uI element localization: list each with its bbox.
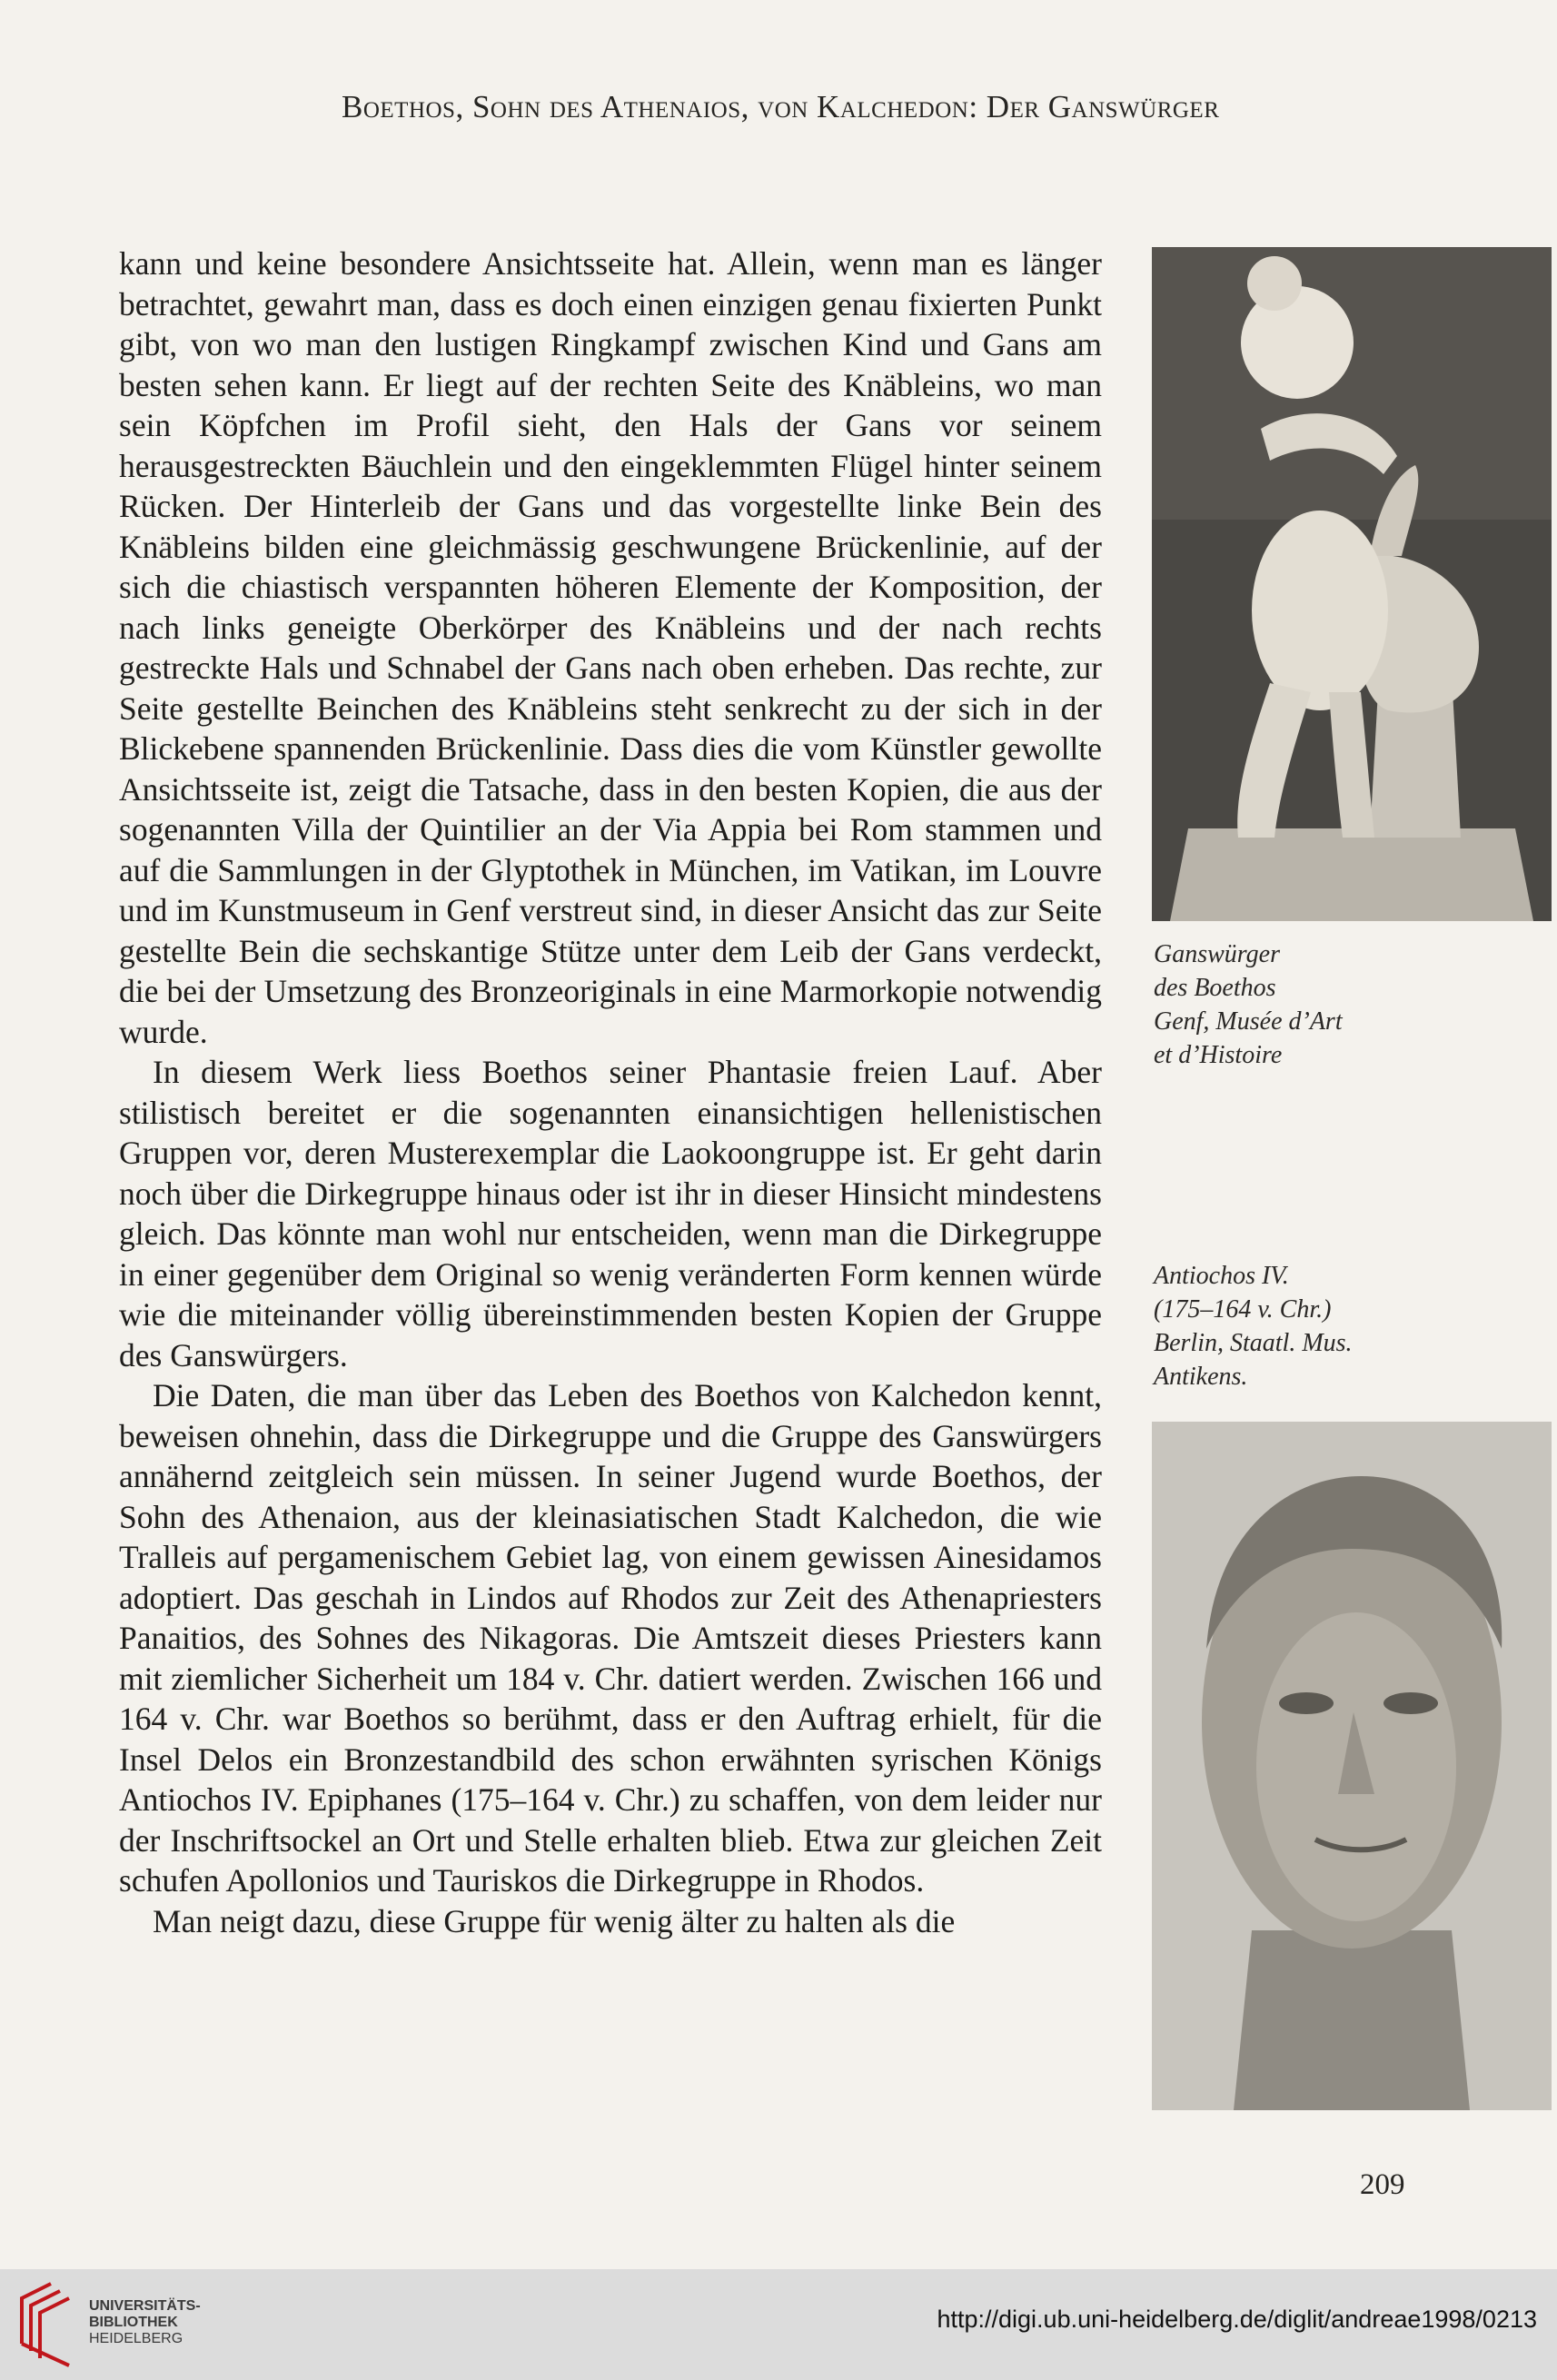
caption-line: des Boethos [1154,974,1276,1002]
caption-line: Antikens. [1154,1363,1248,1391]
library-name-line: HEIDELBERG [89,2331,183,2346]
ganswuerger-sculpture-photo [1152,247,1552,921]
paragraph-3: Die Daten, die man über das Leben des Boethos von Kalchedon kennt, beweisen ohnehin, dass die Dirkegruppe und die Gruppe des Ganswürgers annähernd zeitgleich sein müssen. In seiner Jugend wurde Boethos, der Sohn des Athenaion, aus der kleinasiatischen Stadt Kalchedon, die wie Tralleis auf pergamenischem Gebiet lag, von einem gewissen Ainesidamos adoptiert. Das geschah in Lindos auf Rhodos zur Zeit des Athenapriesters Panaitios, des Sohnes des Nikagoras. Die Amtszeit dieses Priesters kann mit ziemlicher Sicherheit um 184 v. Chr. datiert werden. Zwischen 166 und 164 v. Chr. war Boethos so berühmt, dass er den Auftrag erhielt, für die Insel Delos ein Bronzestandbild des schon erwähnten syrischen Königs Antiochos IV. Epiphanes (175–164 v. Chr.) zu schaffen, von dem leider nur der Inschriftsockel an Ort und Stelle erhalten blieb. Etwa zur gleichen Zeit schufen Apollonios und Tauriskos die Dirkegruppe in Rhodos. [119,1377,1102,1899]
caption-line: Genf, Musée d’Art [1154,1007,1343,1036]
caption-line: (175–164 v. Chr.) [1154,1295,1332,1324]
library-name [89,2298,201,2347]
caption-line: et d’Histoire [1154,1041,1283,1069]
figure-caption-ganswuerger [1154,937,1343,1072]
caption-line: Ganswürger [1154,940,1280,968]
figure-caption-antiochos [1154,1259,1353,1393]
paragraph-4: Man neigt dazu, diese Gruppe für wenig älter zu halten als die [153,1902,956,1939]
library-logo-icon [15,2280,78,2369]
library-name-line: BIBLIOTHEK [89,2315,178,2330]
body-text [119,243,1102,1941]
antiochos-head-photo [1152,1422,1552,2110]
paragraph-2: In diesem Werk liess Boethos seiner Phantasie freien Lauf. Aber stilistisch bereitet er die sogenannten einansichtigen hellenistischen Gruppen vor, deren Musterexemplar die Laokoongruppe ist. Er geht darin noch über die Dirkegruppe hinaus oder ist ihr in dieser Hinsicht mindestens gleich. Das könnte man wohl nur entscheiden, wenn man die Dirkegruppe in einer gegenüber dem Original so wenig veränderten Form kennen würde wie die miteinander völlig übereinstimmenden besten Kopien der Gruppe des Ganswürgers. [119,1054,1102,1373]
paragraph-1: kann und keine besondere Ansichtsseite hat. Allein, wenn man es länger betrachtet, gewahrt man, dass es doch einen einzigen genau fixierten Punkt gibt, von wo man den lustigen Ringkampf zwischen Kind und Gans am besten sehen kann. Er liegt auf der rechten Seite des Knäbleins, wo man sein Köpfchen im Profil sieht, den Hals der Gans vor seinem herausgestreckten Bäuchlein und den eingeklemmten Flügel hinter seinem Rücken. Der Hinterleib der Gans und das vorgestellte linke Bein des Knäbleins bilden eine gleichmässig geschwungene Brückenlinie, auf der sich die chiastisch verspannten höheren Elemente der Komposition, der nach links geneigte Oberkörper des Knäbleins und der nach rechts gestreckte Hals und Schnabel der Gans nach oben erheben. Das rechte, zur Seite gestellte Beinchen des Knäbleins steht senkrecht zu der sich in der Blickebene spannenden Brückenlinie. Dass dies die vom Künstler gewollte Ansichtsseite ist, zeigt die Tatsache, dass in den besten Kopien, die aus der sogenannten Villa der Quintilier an der Via Appia bei Rom stammen und auf die Sammlungen in der Glyptothek in München, im Vatikan, im Louvre und im Kunstmuseum in Genf verstreut sind, in dieser Ansicht das zur Seite gestellte Bein die sechskantige Stütze unter dem Leib der Gans verdeckt, die bei der Umsetzung des Bronzeoriginals in eine Marmorkopie notwendig wurde. [119,245,1102,1050]
document-url-link[interactable]: http://digi.ub.uni-heidelberg.de/diglit/andreae1998/0213 [937,2306,1537,2333]
running-header: Boethos, Sohn des Athenaios, von Kalchedon: Der Ganswürger [342,89,1220,124]
page-number: 209 [1360,2168,1405,2201]
caption-line: Antiochos IV. [1154,1262,1289,1290]
library-name-line: UNIVERSITÄTS- [89,2298,201,2314]
caption-line: Berlin, Staatl. Mus. [1154,1329,1353,1357]
